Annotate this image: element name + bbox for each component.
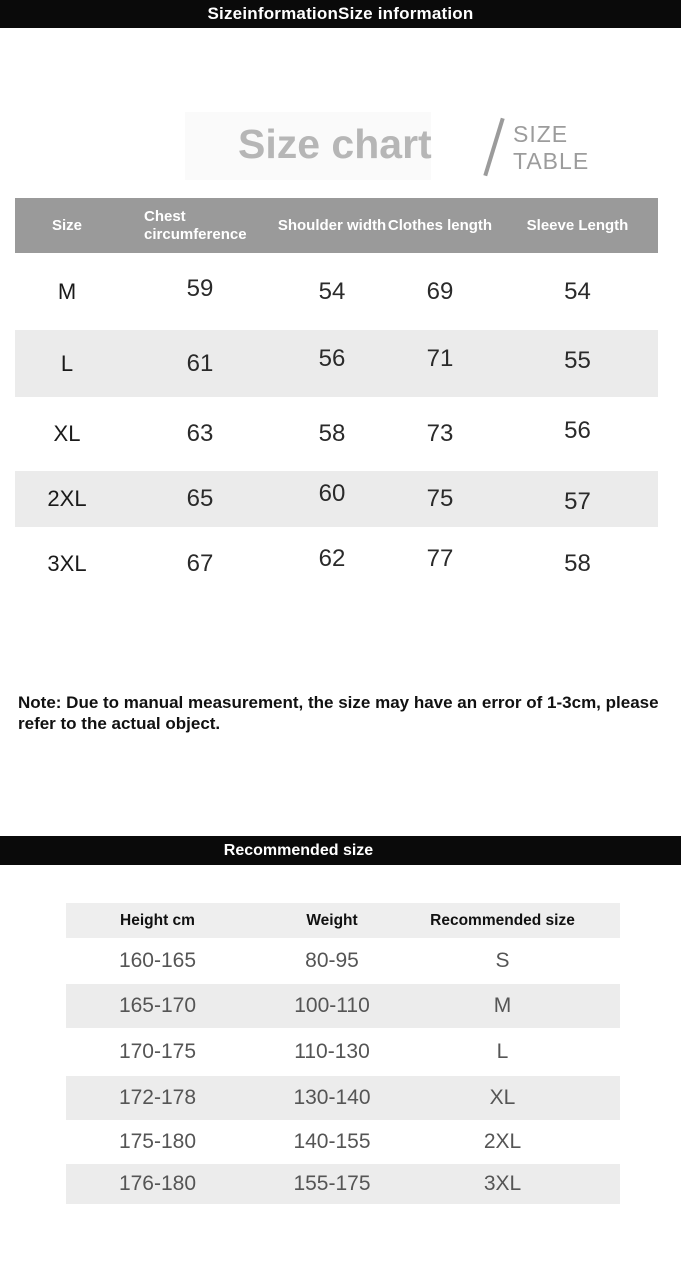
shoulder-cell: 58 (318, 420, 346, 447)
size-table (15, 198, 658, 600)
size-cell: M (57, 278, 77, 304)
height-cell: 175-180 (118, 1130, 197, 1153)
weight-cell: 130-140 (293, 1086, 371, 1109)
size-table-side-label-line1: SIZE (513, 121, 569, 147)
size-cell: XL (53, 421, 81, 446)
size-cell: 3XL (47, 550, 87, 576)
shoulder-cell: 62 (318, 544, 346, 572)
size-table-row-3xl (15, 527, 658, 600)
size-table-row-xl (15, 397, 658, 471)
clothes-cell: 75 (426, 485, 454, 512)
chest-cell: 67 (186, 549, 214, 577)
weight-cell: 155-175 (293, 1172, 371, 1195)
recommended-size-cell: L (496, 1040, 509, 1063)
size-table-row-2xl (15, 471, 658, 527)
recommended-row-s (66, 938, 620, 984)
weight-cell: 80-95 (305, 949, 359, 972)
size-table-side-label-line2: TABLE (513, 148, 590, 174)
weight-cell: 110-130 (294, 1040, 370, 1063)
recommended-row-xl (66, 1076, 620, 1120)
height-cell: 172-178 (118, 1086, 197, 1109)
sleeve-cell: 56 (564, 417, 591, 444)
size-table-side-label (513, 121, 589, 175)
size-table-header-shoulder: Shoulder width (277, 217, 387, 234)
size-cell: 2XL (47, 486, 87, 511)
sleeve-cell: 57 (564, 488, 591, 515)
clothes-cell: 73 (426, 420, 454, 447)
recommended-row-m (66, 984, 620, 1028)
recommended-header-weight: Weight (306, 911, 358, 929)
recommended-row-l (66, 1028, 620, 1076)
recommended-table-header (66, 903, 620, 938)
size-table-header (15, 198, 658, 253)
recommended-size-cell: XL (489, 1086, 516, 1109)
recommended-row-2xl (66, 1120, 620, 1164)
recommended-size-cell: M (493, 994, 512, 1017)
size-table-header-chest: Chest circumference (144, 207, 247, 243)
height-cell: 176-180 (118, 1172, 197, 1195)
recommended-size-banner (0, 836, 681, 865)
height-cell: 165-170 (118, 994, 197, 1017)
size-cell: L (60, 350, 74, 376)
height-cell: 170-175 (118, 1040, 197, 1063)
size-table-header-size: Size (51, 217, 82, 234)
height-cell: 160-165 (118, 949, 197, 972)
recommended-header-size: Recommended size (430, 911, 575, 929)
chest-cell: 63 (186, 420, 214, 447)
sleeve-cell: 55 (564, 346, 591, 374)
recommended-size-cell: S (495, 949, 510, 972)
clothes-cell: 69 (426, 277, 454, 305)
chest-cell: 65 (186, 485, 214, 512)
size-chart-title: Size chart (238, 121, 432, 167)
size-table-row-l (15, 330, 658, 397)
size-table-header-clothes: Clothes length (387, 217, 493, 234)
size-info-banner (0, 0, 681, 28)
measurement-note: Note: Due to manual measurement, the size may have an error of 1-3cm, please refer to the actual object. (18, 693, 659, 733)
recommended-size-cell: 3XL (483, 1172, 522, 1195)
size-info-banner-label: SizeinformationSize information (207, 4, 474, 23)
weight-cell: 100-110 (294, 994, 370, 1017)
shoulder-cell: 60 (318, 480, 346, 507)
size-table-row-m (15, 253, 658, 330)
recommended-size-cell: 2XL (483, 1130, 522, 1153)
sleeve-cell: 54 (564, 277, 591, 305)
recommended-header-height: Height cm (120, 911, 195, 929)
clothes-cell: 77 (426, 544, 454, 572)
recommended-size-table (66, 903, 620, 1204)
size-table-header-sleeve: Sleeve Length (526, 217, 629, 234)
shoulder-cell: 56 (318, 344, 346, 372)
weight-cell: 140-155 (293, 1130, 371, 1153)
chest-cell: 61 (186, 349, 214, 377)
sleeve-cell: 58 (564, 549, 591, 577)
shoulder-cell: 54 (318, 277, 346, 305)
recommended-row-3xl (66, 1164, 620, 1204)
chest-cell: 59 (186, 274, 214, 302)
slash-divider-icon (483, 118, 504, 177)
clothes-cell: 71 (426, 344, 454, 372)
recommended-size-banner-label: Recommended size (223, 841, 374, 859)
